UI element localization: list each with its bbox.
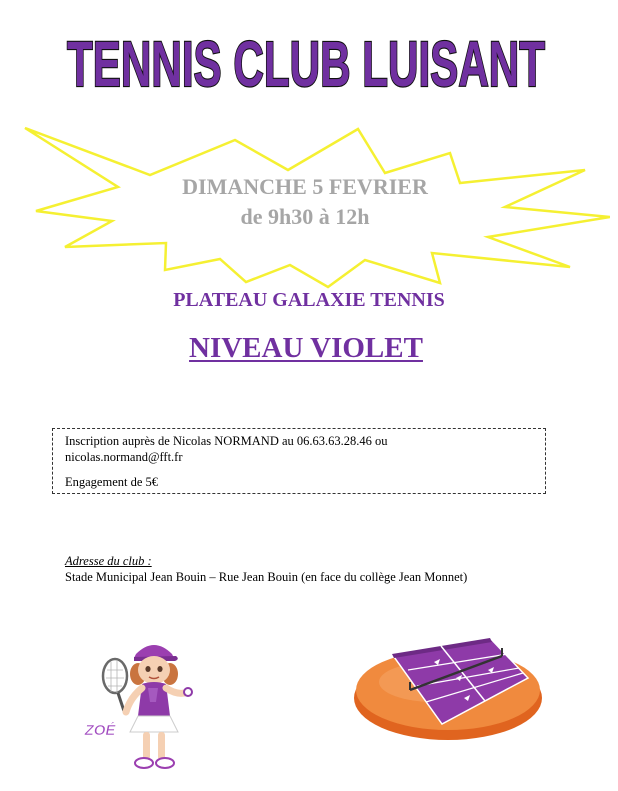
- address-value: Stade Municipal Jean Bouin – Rue Jean Bouin (en face du collège Jean Monnet): [65, 570, 468, 584]
- mascot-name: ZOÉ: [84, 722, 116, 739]
- event-level-text: NIVEAU VIOLET: [189, 332, 423, 364]
- event-date: DIMANCHE 5 FEVRIER: [182, 174, 428, 199]
- inscription-line: Inscription auprès de Nicolas NORMAND au 06.63.63.28.46 ou: [65, 434, 388, 448]
- page-title-text: TENNIS CLUB LUISANT: [67, 28, 545, 100]
- galaxie-court-illustration: [352, 632, 544, 742]
- inscription-email: nicolas.normand@fft.fr: [65, 450, 183, 464]
- event-hours: de 9h30 à 12h: [240, 204, 370, 229]
- tennis-racket-icon: [103, 659, 127, 714]
- event-level: [0, 332, 612, 365]
- zoe-mascot-illustration: [78, 632, 218, 782]
- inscription-box: [52, 428, 546, 494]
- engagement-fee: Engagement de 5€: [65, 475, 159, 489]
- event-subtitle: PLATEAU GALAXIE TENNIS: [173, 289, 445, 311]
- address-label: Adresse du club :: [65, 554, 152, 568]
- page-title: [0, 20, 618, 100]
- club-address: [65, 553, 585, 585]
